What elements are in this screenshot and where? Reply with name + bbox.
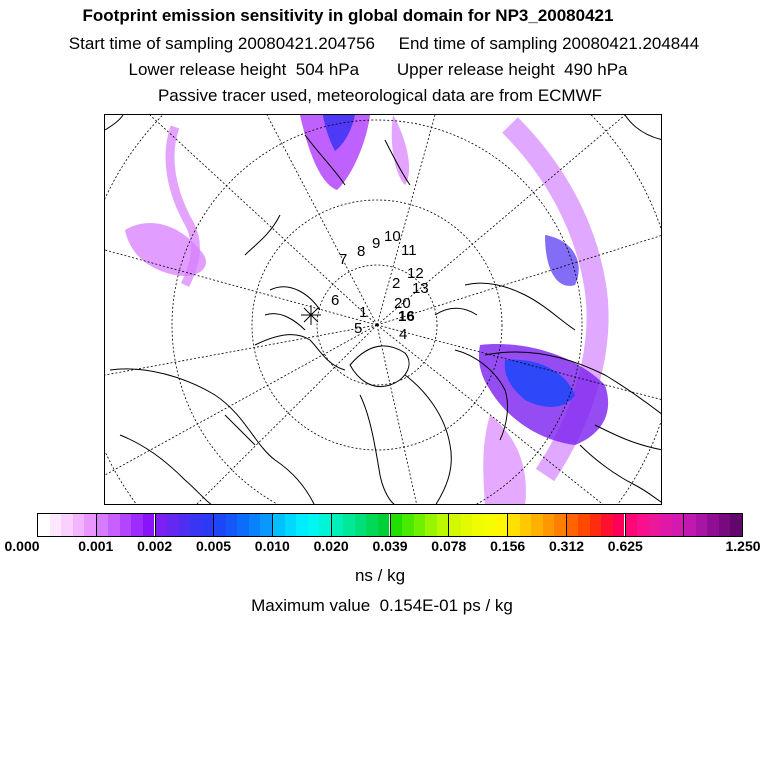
colorbar-tick-label: 0.156 xyxy=(490,538,526,554)
field-patch-northeast xyxy=(392,115,409,185)
colorbar-swatch xyxy=(696,514,708,536)
colorbar-swatch xyxy=(226,514,238,536)
marker-11: 11 xyxy=(401,242,417,259)
colorbar-swatch xyxy=(366,514,378,536)
colorbar-segment xyxy=(566,514,625,536)
colorbar-swatch xyxy=(319,514,331,536)
colorbar-swatch xyxy=(543,514,555,536)
marker-8: 8 xyxy=(357,243,366,260)
colorbar-swatch xyxy=(484,514,496,536)
colorbar-segment xyxy=(213,514,272,536)
colorbar xyxy=(37,513,743,537)
marker-4: 4 xyxy=(399,326,408,343)
colorbar-swatch xyxy=(50,514,62,536)
colorbar-tick-label: 0.001 xyxy=(78,538,114,554)
marker-7: 7 xyxy=(339,251,348,268)
colorbar-tick-label: 0.039 xyxy=(372,538,408,554)
colorbar-swatch xyxy=(578,514,590,536)
colorbar-swatch xyxy=(167,514,179,536)
colorbar-tick-label: 0.625 xyxy=(607,538,643,554)
colorbar-swatch xyxy=(520,514,532,536)
marker-cluster: 16 xyxy=(398,308,415,325)
colorbar-swatch xyxy=(249,514,261,536)
colorbar-segment xyxy=(331,514,390,536)
colorbar-swatch xyxy=(437,514,449,536)
colorbar-swatch xyxy=(554,514,566,536)
colorbar-swatch xyxy=(214,514,226,536)
colorbar-swatch xyxy=(425,514,437,536)
colorbar-swatch xyxy=(260,514,272,536)
colorbar-segment xyxy=(683,514,742,536)
colorbar-tick-label: 0.002 xyxy=(137,538,173,554)
marker-labels xyxy=(331,228,429,343)
colorbar-swatch xyxy=(672,514,684,536)
colorbar-tick-label: 0.078 xyxy=(431,538,467,554)
colorbar-swatch xyxy=(660,514,672,536)
colorbar-segment xyxy=(96,514,155,536)
marker-20: 20 xyxy=(394,295,411,312)
colorbar-swatch xyxy=(332,514,344,536)
colorbar-swatch xyxy=(707,514,719,536)
colorbar-swatch xyxy=(531,514,543,536)
colorbar-swatch xyxy=(730,514,742,536)
release-height-line: Lower release height 504 hPa Upper release height 490 hPa xyxy=(128,60,628,79)
colorbar-segment xyxy=(272,514,331,536)
colorbar-swatch xyxy=(414,514,426,536)
colorbar-tick-label: 1.250 xyxy=(725,538,761,554)
marker-13: 13 xyxy=(412,280,429,297)
colorbar-swatch xyxy=(84,514,96,536)
graticule xyxy=(105,115,662,505)
colorbar-tick-label: 0.010 xyxy=(254,538,290,554)
colorbar-swatch xyxy=(73,514,85,536)
colorbar-swatch xyxy=(343,514,355,536)
colorbar-swatch xyxy=(684,514,696,536)
colorbar-tick-label: 0.312 xyxy=(548,538,585,554)
coastlines xyxy=(105,115,662,505)
colorbar-tick-label: 0.020 xyxy=(313,538,349,554)
colorbar-swatch xyxy=(143,514,155,536)
colorbar-segment xyxy=(155,514,214,536)
colorbar-segment xyxy=(625,514,684,536)
colorbar-swatch xyxy=(613,514,625,536)
colorbar-swatch xyxy=(601,514,613,536)
tracer-info-line: Passive tracer used, meteorological data are from ECMWF xyxy=(157,86,603,105)
colorbar-swatch xyxy=(202,514,214,536)
sampling-time-line: Start time of sampling 20080421.204756 End time of sampling 20080421.204844 xyxy=(68,34,700,53)
colorbar-swatch xyxy=(285,514,297,536)
colorbar-tick-label: 0.005 xyxy=(195,538,232,554)
colorbar-swatch xyxy=(296,514,308,536)
colorbar-swatch xyxy=(508,514,520,536)
colorbar-swatch xyxy=(626,514,638,536)
colorbar-swatch xyxy=(38,514,50,536)
colorbar-swatch xyxy=(649,514,661,536)
colorbar-swatch xyxy=(108,514,120,536)
colorbar-swatch xyxy=(273,514,285,536)
colorbar-swatch xyxy=(156,514,168,536)
colorbar-swatch xyxy=(402,514,414,536)
colorbar-swatch xyxy=(472,514,484,536)
marker-10: 10 xyxy=(384,228,401,245)
colorbar-swatch xyxy=(719,514,731,536)
max-value-line: Maximum value 0.154E-01 ps / kg xyxy=(251,596,513,615)
footprint-map xyxy=(105,115,662,505)
colorbar-swatch xyxy=(237,514,249,536)
marker-9: 9 xyxy=(372,235,381,252)
colorbar-segment xyxy=(38,514,96,536)
marker-6: 6 xyxy=(331,292,340,309)
map-title: Footprint emission sensitivity in global domain for NP3_20080421 xyxy=(82,6,614,25)
colorbar-swatch xyxy=(355,514,367,536)
colorbar-swatch xyxy=(461,514,473,536)
colorbar-swatch xyxy=(120,514,132,536)
colorbar-swatch xyxy=(61,514,73,536)
unit-label: ns / kg xyxy=(354,566,406,585)
colorbar-swatch xyxy=(190,514,202,536)
colorbar-swatch xyxy=(131,514,143,536)
colorbar-swatch xyxy=(449,514,461,536)
marker-2: 2 xyxy=(392,275,401,292)
colorbar-segment xyxy=(390,514,449,536)
colorbar-swatch xyxy=(637,514,649,536)
marker-12: 12 xyxy=(407,265,424,282)
marker-5: 5 xyxy=(354,320,363,337)
colorbar-swatch xyxy=(308,514,320,536)
colorbar-tick-labels xyxy=(0,538,768,556)
colorbar-swatch xyxy=(378,514,390,536)
colorbar-segment xyxy=(448,514,507,536)
colorbar-swatch xyxy=(391,514,403,536)
colorbar-swatch xyxy=(179,514,191,536)
colorbar-swatch xyxy=(495,514,507,536)
colorbar-swatch xyxy=(567,514,579,536)
map-panel xyxy=(104,114,662,505)
colorbar-tick-label: 0.000 xyxy=(4,538,40,554)
colorbar-segment xyxy=(507,514,566,536)
colorbar-swatch xyxy=(590,514,602,536)
release-star-icon xyxy=(301,305,321,325)
marker-1: 1 xyxy=(359,304,368,321)
colorbar-swatch xyxy=(97,514,109,536)
